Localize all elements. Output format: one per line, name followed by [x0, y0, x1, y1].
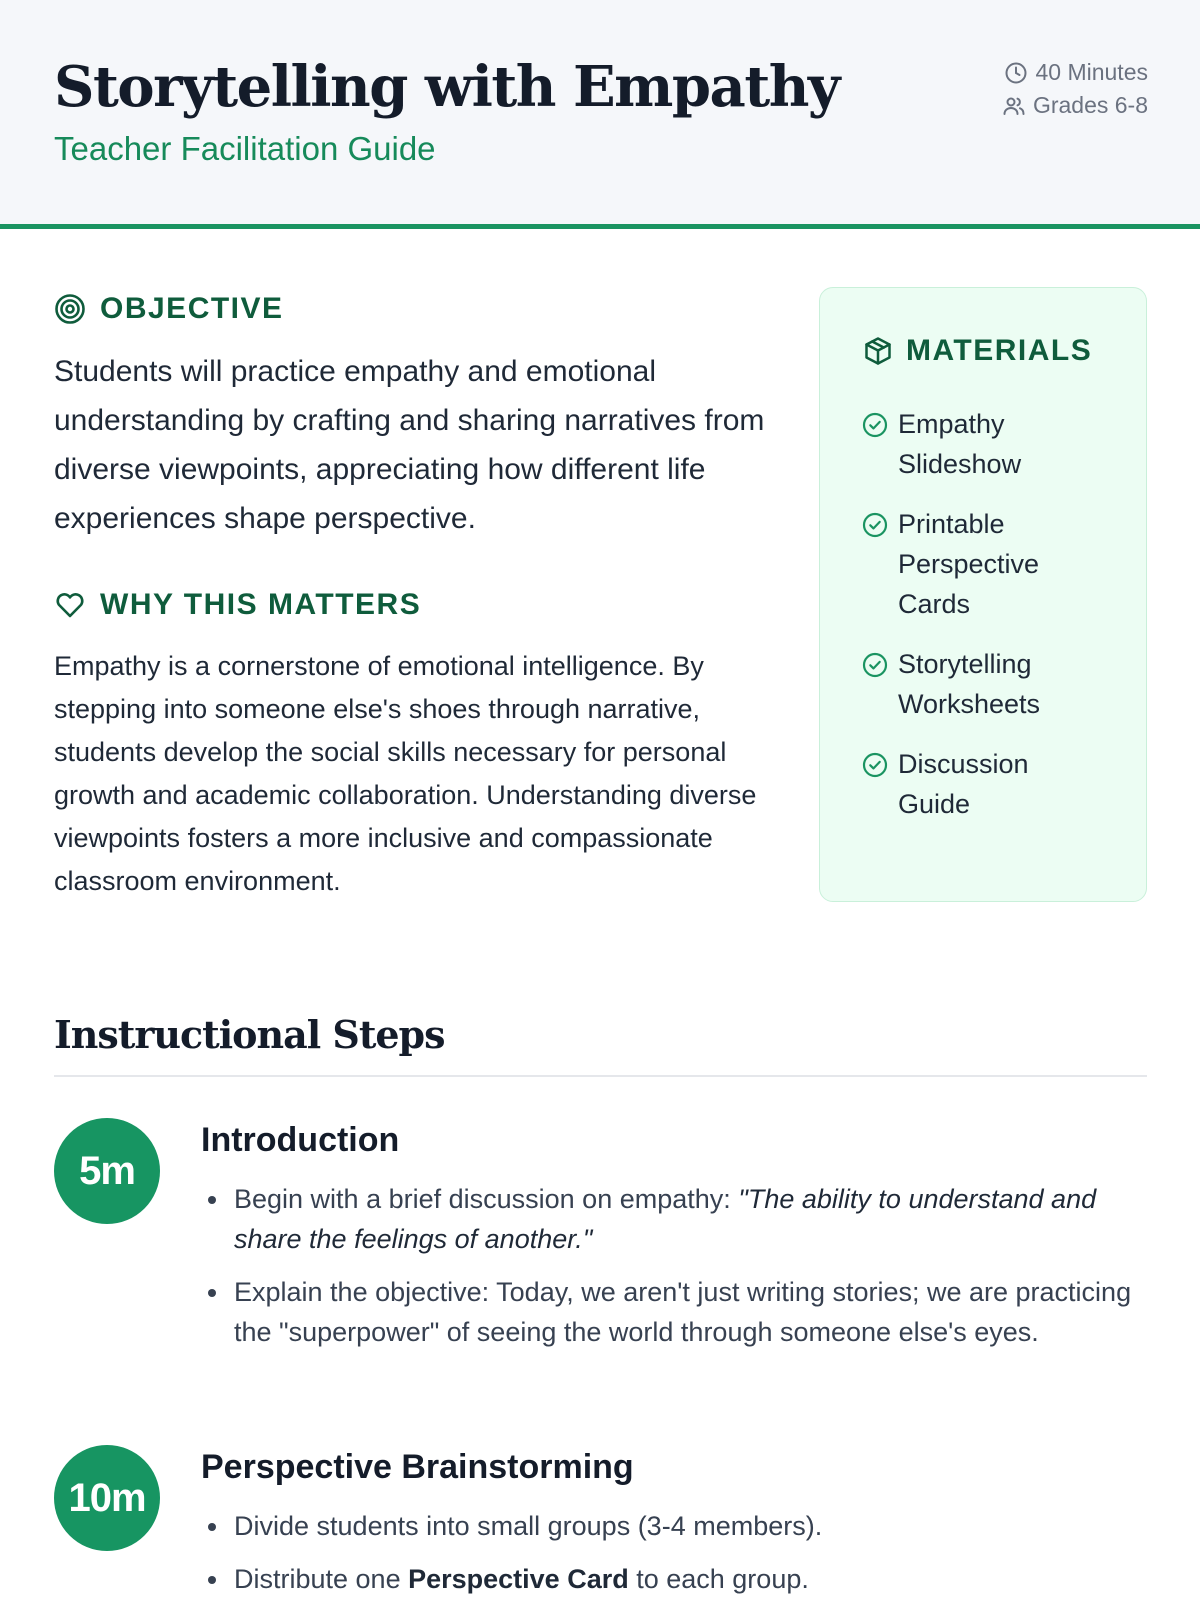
empathy-definition-quote: "The ability to understand and share the feelings of another." — [234, 1184, 1097, 1254]
bullet-post: to each group. — [628, 1564, 809, 1594]
check-circle-icon — [862, 652, 888, 678]
step-duration-badge: 10m — [54, 1445, 160, 1551]
objective-heading — [54, 292, 284, 326]
material-label: Discussion Guide — [898, 749, 1029, 819]
material-item — [862, 504, 1078, 624]
materials-heading-label: MATERIALS — [906, 334, 1093, 367]
heart-icon — [54, 589, 86, 621]
check-circle-icon — [862, 412, 888, 438]
material-item — [862, 404, 1078, 484]
steps-heading: Instructional Steps — [54, 1012, 445, 1057]
bullet-lead: Begin with a brief discussion on empathy: — [234, 1184, 739, 1214]
duration-meta — [1002, 56, 1148, 89]
grades-text: Grades 6-8 — [1032, 92, 1148, 118]
materials-card — [819, 287, 1147, 902]
check-circle-icon — [862, 752, 888, 778]
steps-divider — [54, 1075, 1147, 1077]
materials-heading — [862, 334, 1092, 368]
why-text: Empathy is a cornerstone of emotional intelligence. By stepping into someone else's shoes through narrative, students develop the social skills necessary for personal growth and academic collaboration. Understanding diverse viewpoints fosters a more inclusive and compassionate classroom environment. — [54, 651, 757, 896]
list-item — [234, 1179, 1149, 1259]
material-item — [862, 644, 1078, 724]
lesson-meta — [1002, 56, 1148, 122]
users-icon — [1002, 94, 1026, 118]
why-heading-label: WHY THIS MATTERS — [100, 588, 422, 621]
step-bullets — [234, 1179, 1149, 1365]
clock-icon — [1004, 61, 1028, 85]
step-duration-badge: 5m — [54, 1118, 160, 1224]
page-title: Storytelling with Empathy — [54, 54, 839, 120]
check-circle-icon — [862, 512, 888, 538]
material-label: Printable Perspective Cards — [898, 509, 1040, 619]
perspective-card-term: Perspective Card — [408, 1564, 629, 1594]
objective-heading-label: OBJECTIVE — [100, 292, 284, 325]
material-item — [862, 744, 1078, 824]
duration-text: 40 Minutes — [1035, 59, 1148, 85]
grades-meta — [1002, 89, 1148, 122]
list-item: Divide students into small groups (3-4 members). — [234, 1506, 1149, 1546]
bullet-pre: Distribute one — [234, 1564, 409, 1594]
list-item: Explain the objective: Today, we aren't just writing stories; we are practicing the "superpower" of seeing the world through someone else's eyes. — [234, 1272, 1149, 1352]
page-header — [0, 0, 1200, 229]
list-item — [234, 1559, 1149, 1599]
package-icon — [862, 335, 894, 367]
step-bullets — [234, 1506, 1149, 1612]
page-subtitle: Teacher Facilitation Guide — [54, 130, 436, 167]
step-title: Perspective Brainstorming — [201, 1448, 634, 1486]
material-label: Empathy Slideshow — [898, 409, 1022, 479]
objective-text: Students will practice empathy and emotional understanding by crafting and sharing narratives from diverse viewpoints, appreciating how different life experiences shape perspective. — [54, 355, 765, 535]
target-icon — [54, 293, 86, 325]
material-label: Storytelling Worksheets — [898, 649, 1041, 719]
step-title: Introduction — [201, 1121, 400, 1159]
why-heading — [54, 588, 421, 622]
